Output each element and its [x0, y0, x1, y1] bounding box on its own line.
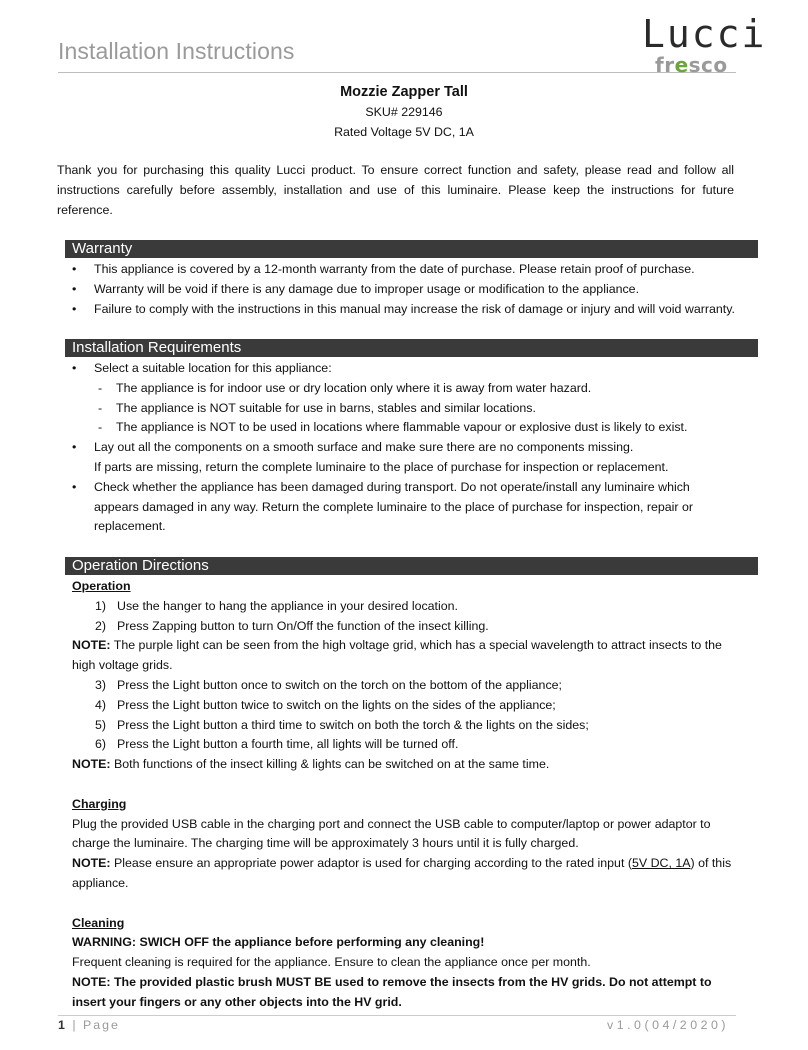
- note-purple-light-cont: high voltage grids.: [72, 658, 173, 673]
- numbered-step: 1) Use the hanger to hang the appliance in your desired location.: [95, 598, 458, 613]
- note-purple-light: NOTE: The purple light can be seen from the high voltage grid, which has a special wavelength to attract insects to the: [72, 638, 722, 653]
- note-charging: NOTE: Please ensure an appropriate power adaptor is used for charging according to the rated input (5V DC, 1A) of this: [72, 856, 732, 871]
- subheading-operation: Operation: [72, 579, 131, 593]
- list-item: • Failure to comply with the instructions in this manual may increase the risk of damage or injury and will void warranty.: [72, 300, 762, 320]
- list-item: • This appliance is covered by a 12-month warranty from the date of purchase. Please retain proof of purchase.: [72, 260, 762, 280]
- sub-list-item: - The appliance is NOT to be used in locations where flammable vapour or explosive dust is likely to exist.: [72, 418, 762, 438]
- operation-section: [72, 577, 762, 1013]
- list-item-continuation: replacement.: [94, 519, 166, 534]
- logo-subbrand: fresco: [655, 53, 728, 77]
- numbered-step: 5) Press the Light button a third time to switch on both the torch & the lights on the sides;: [95, 717, 589, 732]
- cleaning-warning: WARNING: SWICH OFF the appliance before performing any cleaning!: [72, 935, 485, 950]
- header-divider: [58, 72, 736, 73]
- brand-logo: [642, 12, 767, 77]
- list-item: • Check whether the appliance has been damaged during transport. Do not operate/install any luminaire which: [72, 478, 762, 498]
- note-charging-cont: appliance.: [72, 875, 129, 890]
- footer-page-number: 1 | Page: [58, 1018, 120, 1032]
- note-cleaning: NOTE: The provided plastic brush MUST BE used to remove the insects from the HV grids. Do not attempt to: [72, 974, 712, 989]
- numbered-step: 4) Press the Light button twice to switch on the lights on the sides of the appliance;: [95, 697, 556, 712]
- note-both-functions: NOTE: Both functions of the insect killing & lights can be switched on at the same time.: [72, 757, 550, 772]
- section-heading-warranty: Warranty: [65, 240, 758, 258]
- list-item-continuation: appears damaged in any way. Return the complete luminaire to the place of purchase for inspection, repair or: [94, 499, 693, 514]
- list-item: • Select a suitable location for this appliance:: [72, 359, 762, 379]
- warranty-list: [72, 260, 762, 319]
- charging-text: Plug the provided USB cable in the charging port and connect the USB cable to computer/laptop or power adaptor to: [72, 816, 711, 831]
- section-heading-installation-requirements: Installation Requirements: [65, 339, 758, 357]
- cleaning-text: Frequent cleaning is required for the appliance. Ensure to clean the appliance once per month.: [72, 955, 591, 970]
- subheading-charging: Charging: [72, 796, 127, 811]
- intro-paragraph: Thank you for purchasing this quality Lucci product. To ensure correct function and safety, please read and follow all instructions carefully before assembly, installation and use of this luminaire. Please keep the instructions for future reference.: [57, 163, 734, 217]
- product-title-block: [0, 80, 808, 142]
- numbered-step: 2) Press Zapping button to turn On/Off the function of the insect killing.: [95, 618, 489, 633]
- product-name: Mozzie Zapper Tall: [340, 84, 468, 100]
- charging-text: charge the luminaire. The charging time will be approximately 3 hours until it is fully charged.: [72, 836, 579, 851]
- subheading-cleaning: Cleaning: [72, 915, 125, 930]
- requirements-list: [72, 359, 762, 537]
- product-voltage: Rated Voltage 5V DC, 1A: [334, 125, 474, 139]
- list-item: • Warranty will be void if there is any damage due to improper usage or modification to the appliance.: [72, 280, 762, 300]
- footer-version: v1.0(04/2020): [607, 1018, 729, 1032]
- list-item-continuation: If parts are missing, return the complete luminaire to the place of purchase for inspection or replacement.: [94, 459, 669, 474]
- numbered-step: 3) Press the Light button once to switch on the torch on the bottom of the appliance;: [95, 677, 562, 692]
- sub-list-item: - The appliance is NOT suitable for use in barns, stables and similar locations.: [72, 399, 762, 419]
- logo-wordmark: Lucci: [642, 12, 767, 56]
- section-heading-operation-directions: Operation Directions: [65, 557, 758, 575]
- sub-list-item: - The appliance is for indoor use or dry location only where it is away from water hazard.: [72, 379, 762, 399]
- product-sku: SKU# 229146: [365, 105, 443, 119]
- numbered-step: 6) Press the Light button a fourth time, all lights will be turned off.: [95, 737, 459, 752]
- footer-divider: [58, 1015, 736, 1016]
- note-cleaning-cont: insert your fingers or any other objects into the HV grid.: [72, 994, 402, 1009]
- page-header-title: Installation Instructions: [58, 38, 295, 64]
- list-item: • Lay out all the components on a smooth surface and make sure there are no components missing.: [72, 438, 762, 458]
